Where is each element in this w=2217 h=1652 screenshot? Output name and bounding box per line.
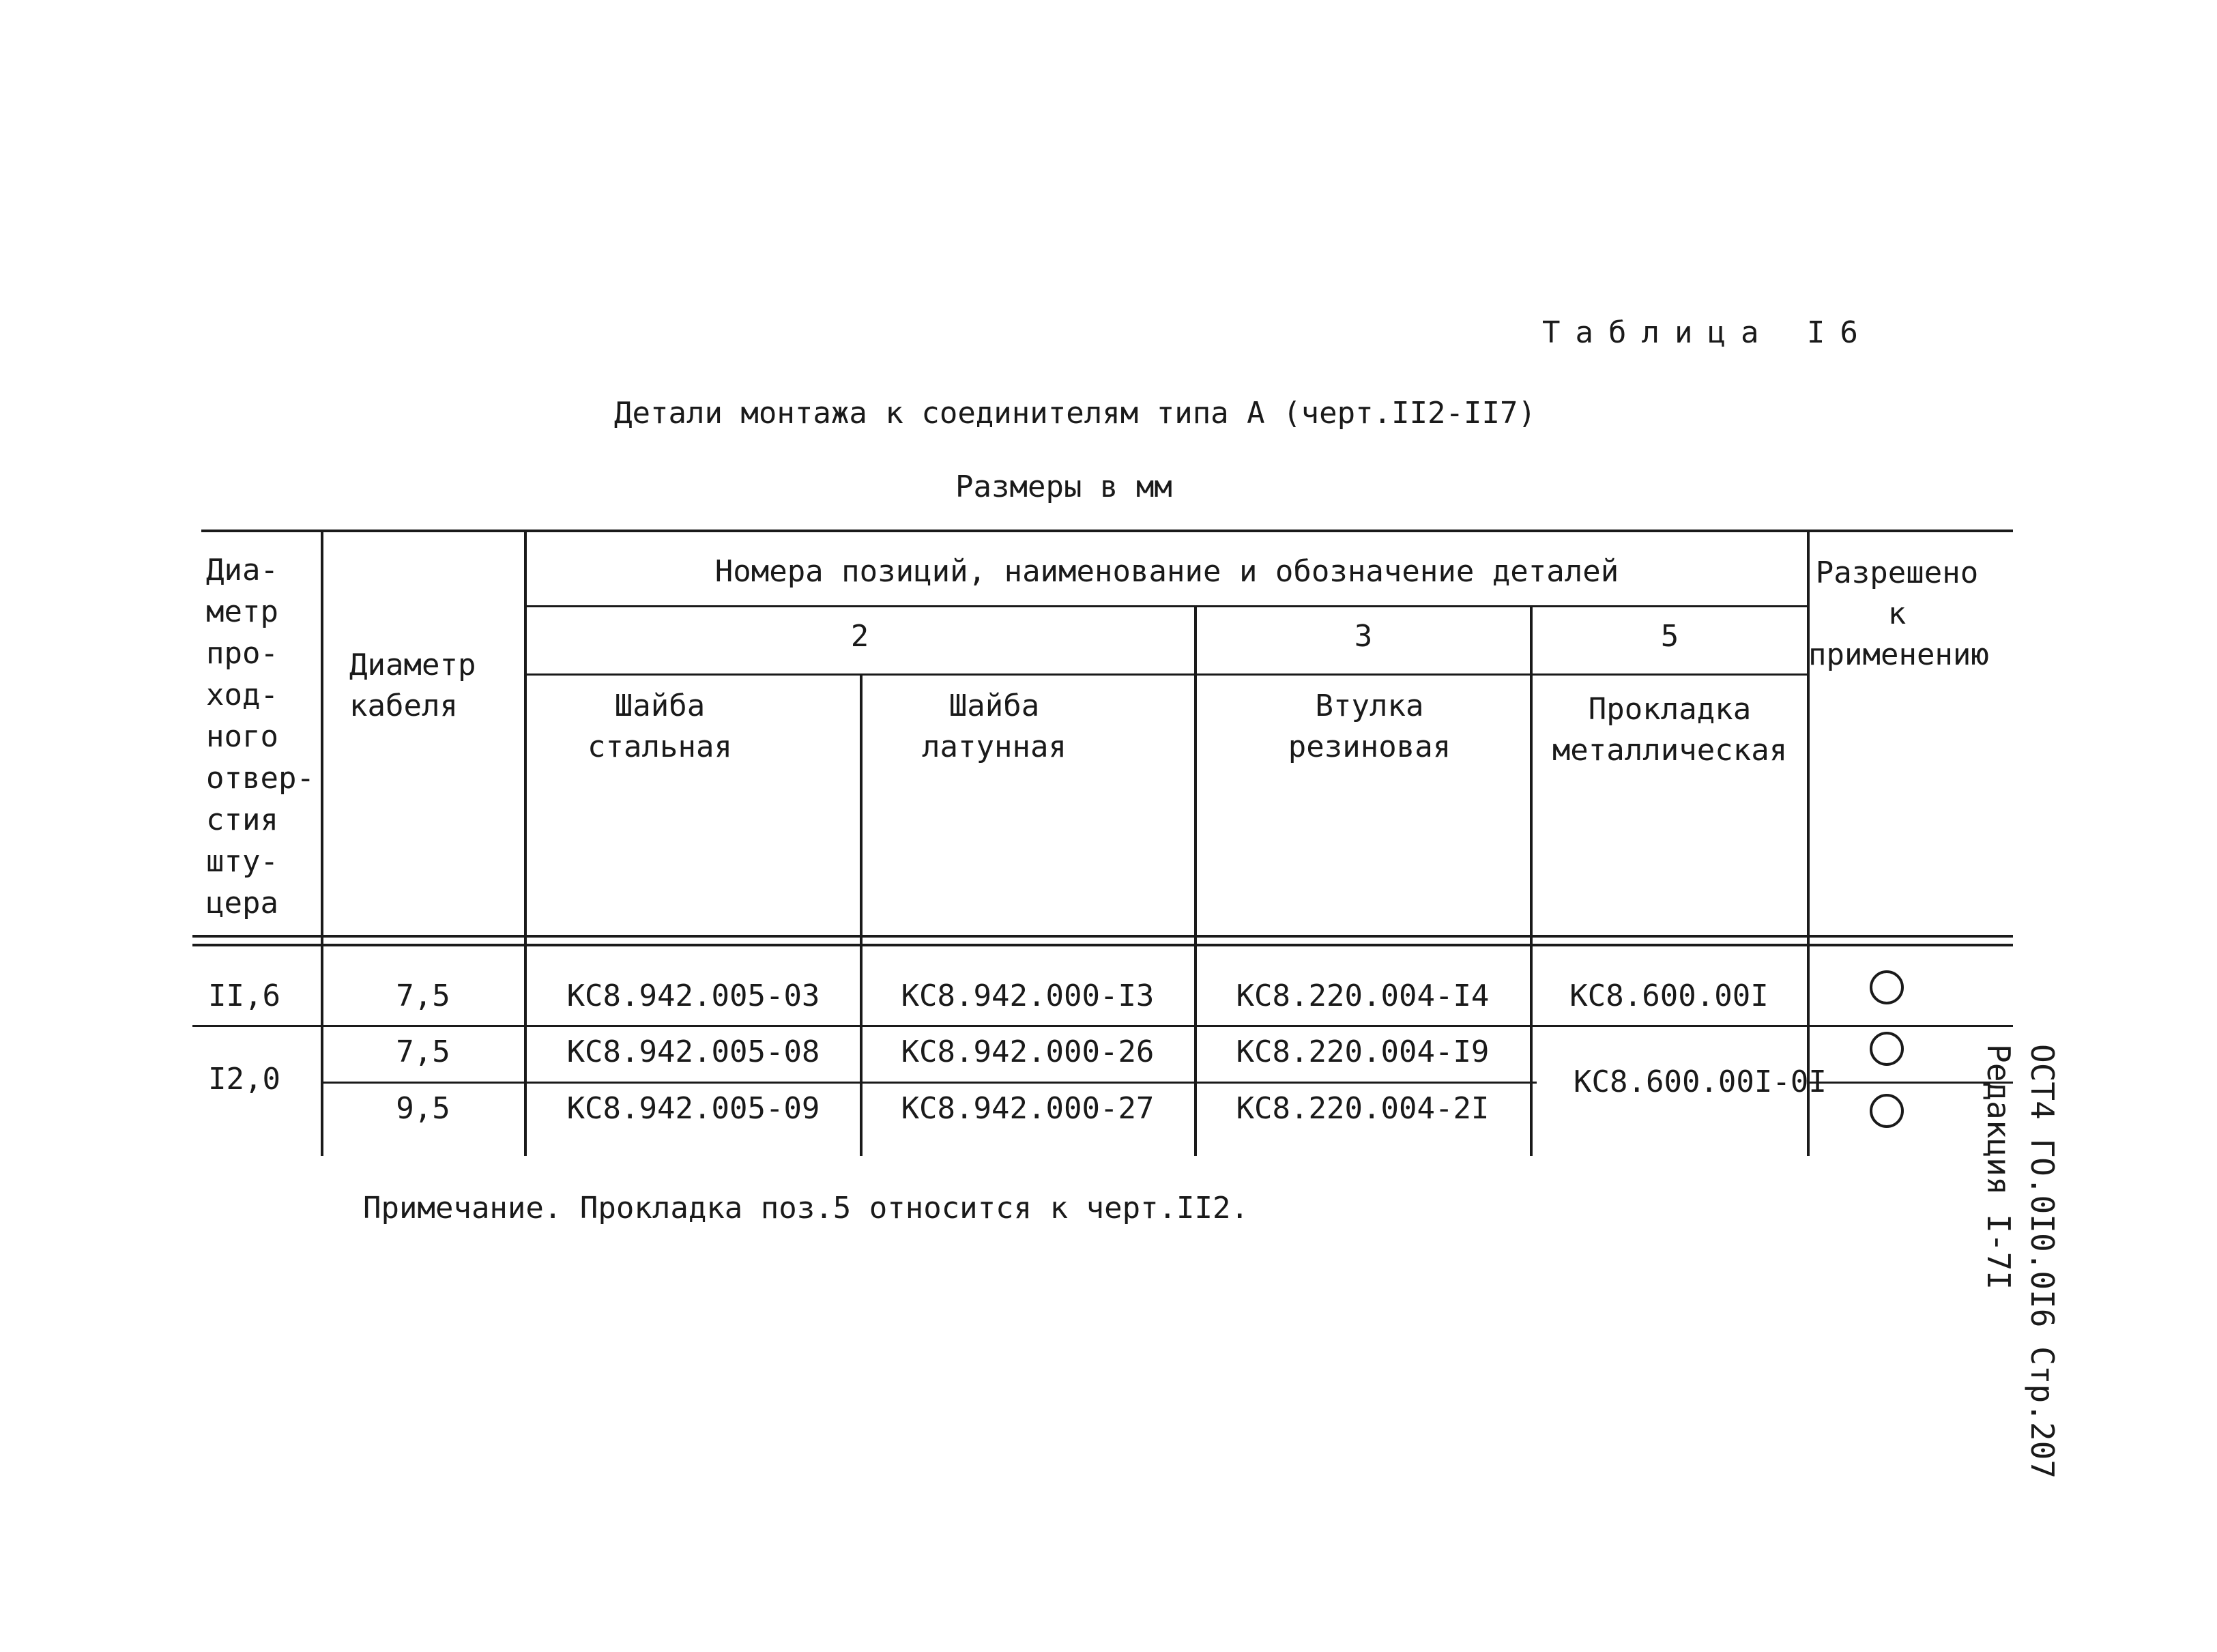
table-number: Таблица I6 xyxy=(1542,315,1873,350)
header-group-divider xyxy=(525,605,1808,607)
cell-hole-diameter: I2,0 xyxy=(208,1062,280,1097)
cell-washer-brass: КС8.942.000-26 xyxy=(901,1034,1155,1069)
cell-washer-brass: КС8.942.000-I3 xyxy=(901,979,1155,1013)
header-cable-diameter: Диаметр кабеля xyxy=(349,648,476,723)
table-top-border xyxy=(201,530,2013,532)
cell-bushing: КС8.220.004-I4 xyxy=(1236,979,1490,1013)
header-double-rule-bottom xyxy=(192,944,2013,946)
header-hole-diameter: Диа- метр про- ход- ного отвер- стия шту- цера xyxy=(206,553,315,921)
header-bushing-rubber: Втулка резиновая xyxy=(1288,689,1451,764)
cell-gasket: КС8.600.00I xyxy=(1569,979,1769,1013)
header-double-rule-top xyxy=(192,935,2013,938)
document-stamp xyxy=(1977,1044,2064,1479)
header-washer-steel: Шайба стальная xyxy=(588,689,732,764)
approved-circle-icon xyxy=(1870,1094,1904,1128)
stamp-edition: Редакция I-7I xyxy=(1980,1044,2017,1290)
header-approved: Разрешено к применению xyxy=(1808,555,1989,672)
cell-gasket: КС8.600.00I-0I xyxy=(1574,1064,1827,1099)
header-washer-brass: Шайба латунная xyxy=(922,689,1067,764)
row-divider-2-left xyxy=(322,1082,1537,1084)
units-caption: Размеры в мм xyxy=(955,469,1172,504)
cell-washer-steel: КС8.942.005-08 xyxy=(566,1034,820,1069)
row-divider-1 xyxy=(192,1025,2013,1027)
approved-circle-icon xyxy=(1870,970,1904,1004)
header-gasket-metal: Прокладка металлическая xyxy=(1552,692,1788,768)
cell-bushing: КС8.220.004-I9 xyxy=(1236,1034,1490,1069)
cell-cable-diameter: 9,5 xyxy=(396,1091,450,1126)
cell-hole-diameter: II,6 xyxy=(208,979,280,1013)
cell-washer-brass: КС8.942.000-27 xyxy=(901,1091,1155,1126)
header-details-group: Номера позиций, наименование и обозначение деталей xyxy=(714,554,1619,589)
table-title: Детали монтажа к соединителям типа А (черт.II2-II7) xyxy=(614,396,1537,431)
header-position-2: 2 xyxy=(850,619,869,654)
header-position-divider xyxy=(525,673,1808,676)
approved-circle-icon xyxy=(1870,1032,1904,1066)
header-position-3: 3 xyxy=(1354,619,1373,654)
cell-cable-diameter: 7,5 xyxy=(396,979,450,1013)
cell-washer-steel: КС8.942.005-09 xyxy=(566,1091,820,1126)
table-note: Примечание. Прокладка поз.5 относится к черт.II2. xyxy=(363,1191,1249,1226)
cell-bushing: КС8.220.004-2I xyxy=(1236,1091,1490,1126)
cell-cable-diameter: 7,5 xyxy=(396,1034,450,1069)
cell-washer-steel: КС8.942.005-03 xyxy=(566,979,820,1013)
header-position-5: 5 xyxy=(1660,619,1679,654)
stamp-standard-page: ОСТ4 ГО.0I0.0I6 Стр.207 xyxy=(2024,1044,2061,1479)
